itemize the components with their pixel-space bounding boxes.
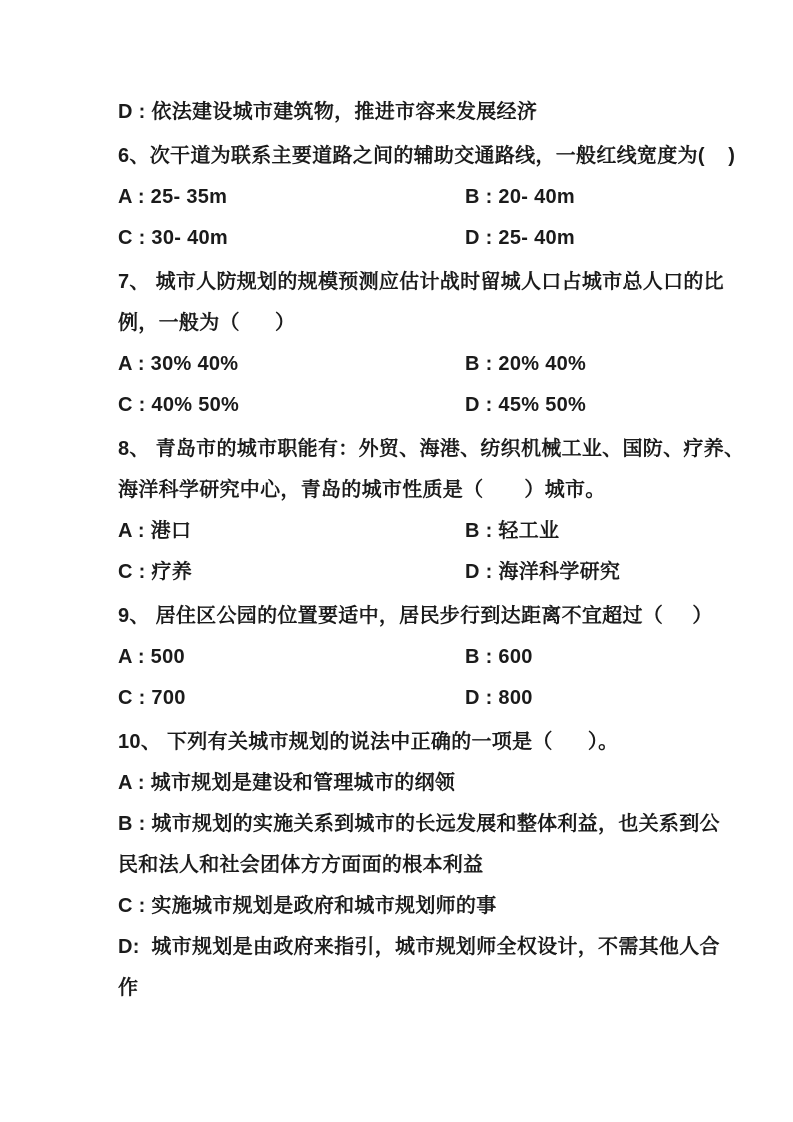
question10-option-a: A : 城市规划是建设和管理城市的纲领 [118,772,456,794]
question7-options [118,344,793,426]
question10-option-c: C : 实施城市规划是政府和城市规划师的事 [118,895,497,917]
question9-option-d: D : 800 [465,687,533,709]
question8-option-d: D : 海洋科学研究 [465,561,621,583]
question6-option-b: B : 20- 40m [465,186,576,208]
question-10 [118,722,793,1009]
question6-option-a: A : 25- 35m [118,186,228,208]
question-8 [118,429,793,593]
question9-options [118,637,793,719]
question7-option-a: A : 30% 40% [118,353,239,375]
question6-option-d: D : 25- 40m [465,227,576,249]
question10-option-b-line2: 民和法人和社会团体方方面面的根本利益 [118,854,484,876]
question10-option-d-line2: 作 [118,977,139,999]
question8-option-a: A : 港口 [118,520,192,542]
question10-option-d-line1: D: 城市规划是由政府来指引，城市规划师全权设计，不需其他人合 [118,936,720,958]
question8-options [118,511,793,593]
question-6 [118,136,793,259]
question10-option-b-line1: B : 城市规划的实施关系到城市的长远发展和整体利益，也关系到公 [118,813,720,835]
question6-stem: 6、次干道为联系主要道路之间的辅助交通路线，一般红线宽度为( ) [118,145,736,167]
question5-option-d: D : 依法建设城市建筑物，推进市容来发展经济 [118,101,538,123]
question-7 [118,262,793,426]
question-9 [118,596,793,719]
question8-stem-line1: 8、 青岛市的城市职能有：外贸、海港、纺织机械工业、国防、疗养、 [118,438,745,460]
question8-stem-line2: 海洋科学研究中心，青岛的城市性质是（ ）城市。 [118,479,606,501]
question9-option-c: C : 700 [118,687,186,709]
question9-option-b: B : 600 [465,646,533,668]
question8-option-b: B : 轻工业 [465,520,560,542]
question6-option-c: C : 30- 40m [118,227,229,249]
question7-option-b: B : 20% 40% [465,353,587,375]
question6-options [118,177,793,259]
question10-stem: 10、 下列有关城市规划的说法中正确的一项是（ ）。 [118,731,619,753]
question9-stem: 9、 居住区公园的位置要适中，居民步行到达距离不宜超过（ ） [118,605,713,627]
question7-option-c: C : 40% 50% [118,394,240,416]
question7-stem-line2: 例，一般为（ ） [118,312,296,334]
question7-stem-line1: 7、 城市人防规划的规模预测应估计战时留城人口占城市总人口的比 [118,271,724,293]
question9-option-a: A : 500 [118,646,185,668]
question7-option-d: D : 45% 50% [465,394,587,416]
question8-option-c: C : 疗养 [118,561,193,583]
